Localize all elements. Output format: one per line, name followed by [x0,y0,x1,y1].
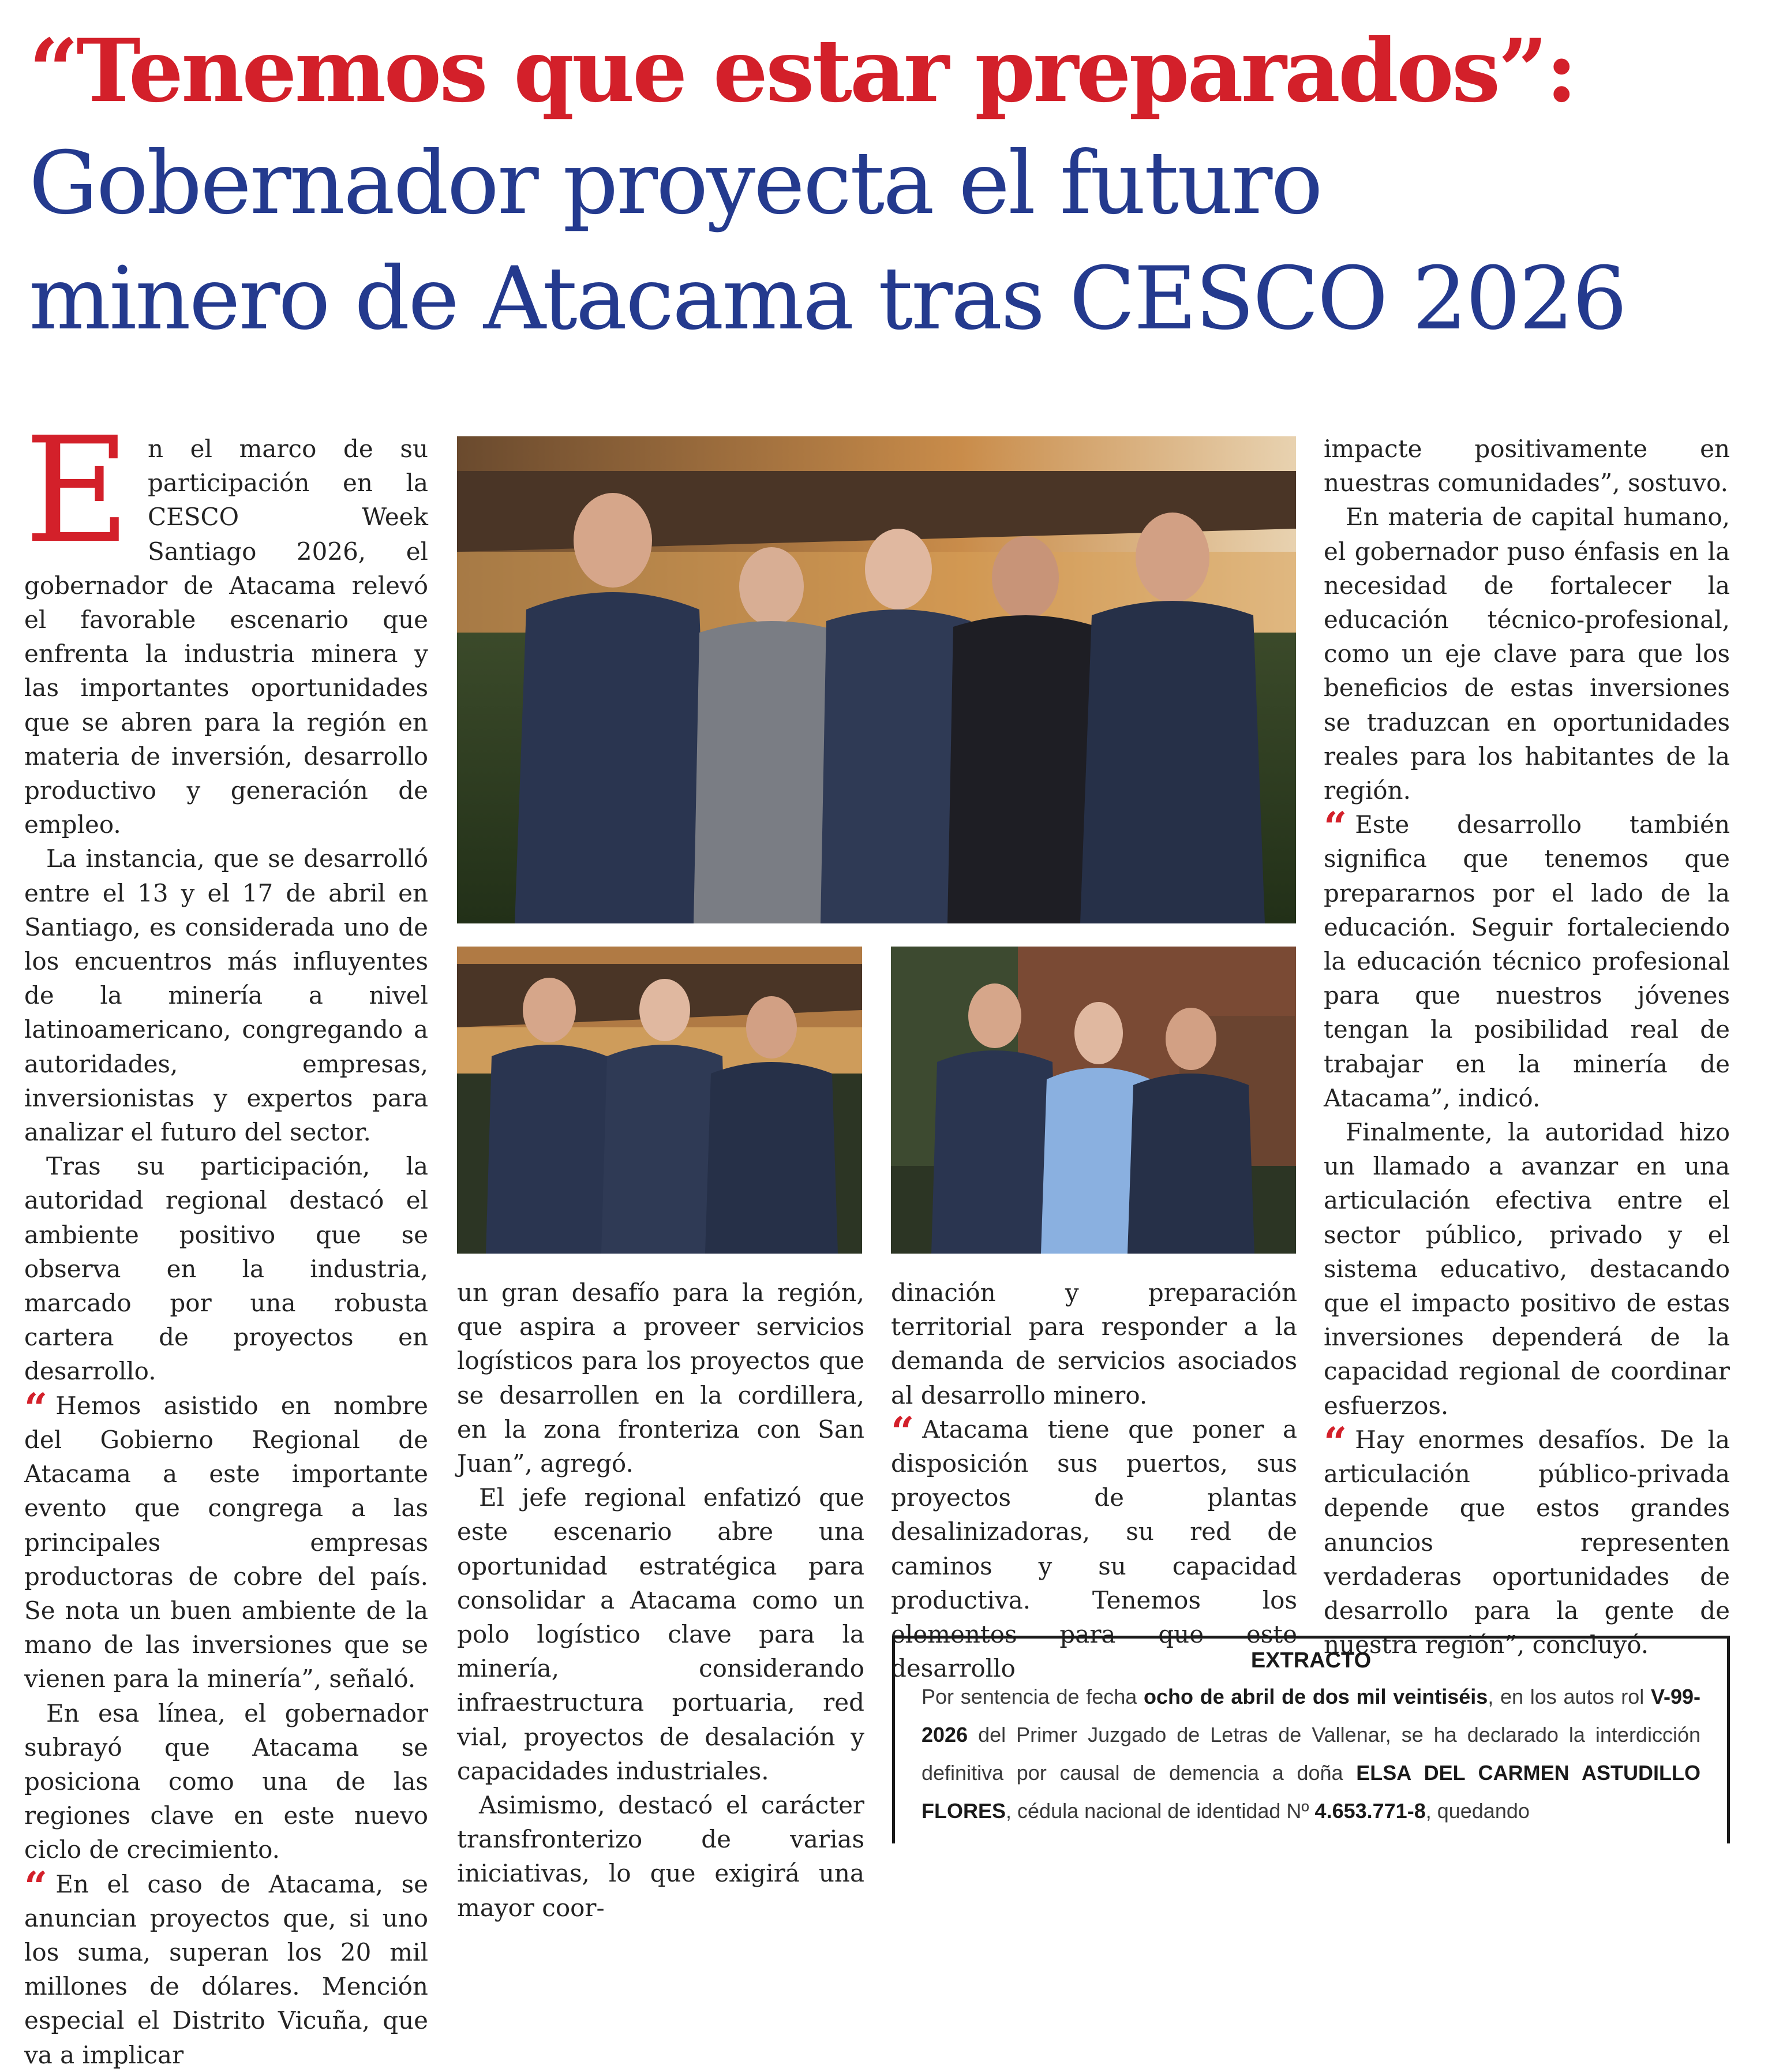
quote-paragraph: “ En el caso de Atacama, se anuncian proyectos que, si uno los suma, superan los 20 mil millones de dólares. Mención especial el Distrito Vicuña, que va a implicar [24,1862,428,2069]
paragraph: impacte positivamente en nuestras comunidades”, sostuvo. [1324,435,1730,498]
quote-paragraph: “ Este desarrollo también significa que tenemos que prepararnos por el lado de la educación. Seguir fortaleciendo la educación técnico profesional para que nuestros jóvenes tengan la posibilidad real de trabajar en la minería de Atacama”, indicó. [1324,803,1730,1112]
paragraph: un gran desafío para la región, que aspira a proveer servicios logísticos para los proyectos que se desarrollen en la cordillera, en la zona fronteriza con San Juan”, agregó. [457,1278,864,1478]
quote-paragraph: “ Atacama tiene que poner a disposición sus puertos, sus proyectos de plantas desalinizadoras, su red de caminos y su capacidad productiva. Tenemos los elementos para que este desarrollo [891,1407,1297,1683]
quote-mark-icon: “ [891,1407,915,1456]
group-photo-right [891,947,1296,1254]
headline-title-line-2: minero de Atacama tras CESCO 2026 [29,249,1626,349]
paragraph: La instancia, que se desarrolló entre el 13 y el 17 de abril en Santiago, es considerada uno de los encuentros más influyentes de la minería a nivel latinoamericano, congregando a autoridades, empresas, inversionistas y expertos para analizar el futuro del sector. [24,844,428,1147]
quote-mark-icon: “ [24,1383,48,1432]
paragraph: En esa línea, el gobernador subrayó que Atacama se posiciona como una de las regiones clave en este nuevo ciclo de crecimiento. [24,1699,428,1864]
quote-paragraph: “ Hay enormes desafíos. De la articulación público-privada depende que estos grandes anuncios representen verdaderas oportunidades de desarrollo para la gente de nuestra región”, concluyó. [1324,1418,1730,1659]
headline-title [29,126,1737,357]
article-column-4 [1324,432,1730,1662]
article-column-2 [457,1276,864,1925]
group-photo-left [457,947,862,1254]
paragraph: Finalmente, la autoridad hizo un llamado a avanzar en una articulación efectiva entre el sector público, privado y el sistema educativo, destacando que el impacto positivo de estas inversiones dependerá de la capacidad regional de coordinar esfuerzos. [1324,1118,1730,1420]
paragraph: En materia de capital humano, el gobernador puso énfasis en la necesidad de fortalecer la educación técnico-profesional, como un eje clave para que los beneficios de estas inversiones se traduzcan en oportunidades reales para los habitantes de la región. [1324,503,1730,805]
quote-paragraph: “ Hemos asistido en nombre del Gobierno Regional de Atacama a este importante evento que congrega a las principales empresas productoras de cobre del país. Se nota un buen ambiente de la mano de las inversiones que se vienen para la minería”, señaló. [24,1383,428,1693]
drop-cap: E [24,406,130,575]
paragraph: Asimismo, destacó el carácter transfronterizo de varias iniciativas, lo que exigirá una mayor coor- [457,1791,864,1922]
article-column-3 [891,1276,1297,1685]
paragraph: dinación y preparación territorial para responder a la demanda de servicios asociados al desarrollo minero. [891,1278,1297,1409]
paragraph: Tras su participación, la autoridad regional destacó el ambiente positivo que se observa en la industria, marcado por una robusta cartera de proyectos en desarrollo. [24,1152,428,1386]
quote-mark-icon: “ [24,1862,48,1910]
quote-mark-icon: “ [1324,1418,1347,1466]
legal-notice-title: EXTRACTO [1250,1648,1372,1673]
legal-notice-text: Por sentencia de fecha ocho de abril de dos mil veintiséis, en los autos rol V-99-2026 del Primer Juzgado de Letras de Vallenar, se ha declarado la interdicción definitiva por causal de demencia a doña ELSA DEL CARMEN ASTUDILLO FLORES, cédula nacional de identidad Nº 4.653.771-8, quedando [922,1685,1701,1823]
quote-mark-icon: “ [1324,803,1347,851]
group-photo-main [457,436,1296,923]
headline-title-line-1: Gobernador proyecta el futuro [29,133,1321,234]
legal-notice-box [892,1636,1730,1843]
paragraph: n el marco de su participación en la CESCO Week Santiago 2026, el gobernador de Atacama relevó el favorable escenario que enfrenta la industria minera y las importantes oportunidades que se abren para la región en materia de inversión, desarrollo productivo y generación de empleo. [24,435,428,839]
headline-kicker: “Tenemos que estar preparados”: [29,20,1575,122]
article-column-1 [24,406,428,2072]
paragraph: El jefe regional enfatizó que este escenario abre una oportunidad estratégica para consolidar a Atacama como un polo logístico clave para la minería, considerando infraestructura portuaria, red vial, proyectos de desalación y capacidades industriales. [457,1483,864,1785]
headline [29,16,1737,357]
